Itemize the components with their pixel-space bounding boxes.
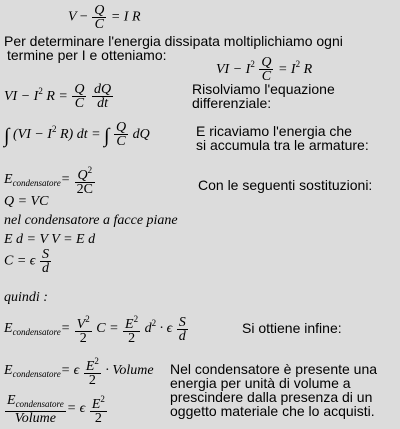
accum-line-2: si accumula tra le armature:	[196, 137, 369, 153]
conclusion-line-1: Nel condensatore è presente una	[170, 361, 378, 377]
equation-10: quindi :	[4, 290, 48, 305]
substitution-text: Con le seguenti sostituzioni:	[198, 177, 373, 193]
equation-11: $E_{condensatore}=$ $\frac{V^2}{2}$ C = $\frac{E^2}{2}$ $d^2 \cdot \epsilon$ $\frac{S}{d}$	[4, 314, 186, 346]
intro-line-2: termine per I e otteniamo:	[7, 47, 167, 63]
equation-8: E d = V V = E d	[4, 232, 96, 247]
equation-3: VI − $I^2$ R = $\frac{Q}{C}$ $\frac{dQ}{dt}$	[4, 82, 112, 112]
equation-1: V − $\frac{Q}{C}$ = I R	[68, 3, 141, 32]
resolve-line-2: differenziale:	[192, 95, 272, 111]
conclusion-line-4: oggetto materiale che lo acquisti.	[170, 403, 375, 419]
equation-12: $E_{condensatore}= \epsilon$ $\frac{E^2}{2}$ · Volume	[4, 356, 154, 388]
conclusion-line-3: prescindere dalla presenza di un	[170, 389, 373, 405]
accum-line-1: E ricaviamo l'energia che	[196, 123, 352, 139]
equation-2: VI − $I^2$ $\frac{Q}{C}$ = $I^2$ R	[216, 55, 313, 85]
intro-line-1: Per determinare l'energia dissipata moltiplichiamo ogni	[4, 33, 343, 49]
resolve-line-1: Risolviamo l'equazione	[192, 81, 335, 97]
equation-7: nel condensatore a facce piane	[4, 213, 178, 228]
equation-13: $\frac{E_{condensatore}}{\text{Volume}}$ = ϵ $\frac{E^2}{2}$	[7, 392, 105, 426]
finally-text: Si ottiene infine:	[242, 320, 342, 336]
conclusion-line-2: energia per unità di volume a	[170, 375, 351, 391]
equation-5: $E_{condensatore}=$ $\frac{Q^2}{2C}$	[4, 165, 94, 197]
equation-6: Q = VC	[4, 194, 49, 209]
equation-4: ∫ ($VI - I^2$ R) dt = ∫ $\frac{Q}{C}$ dQ	[4, 120, 150, 150]
equation-9: C = ϵ $\frac{S}{d}$	[4, 247, 49, 276]
